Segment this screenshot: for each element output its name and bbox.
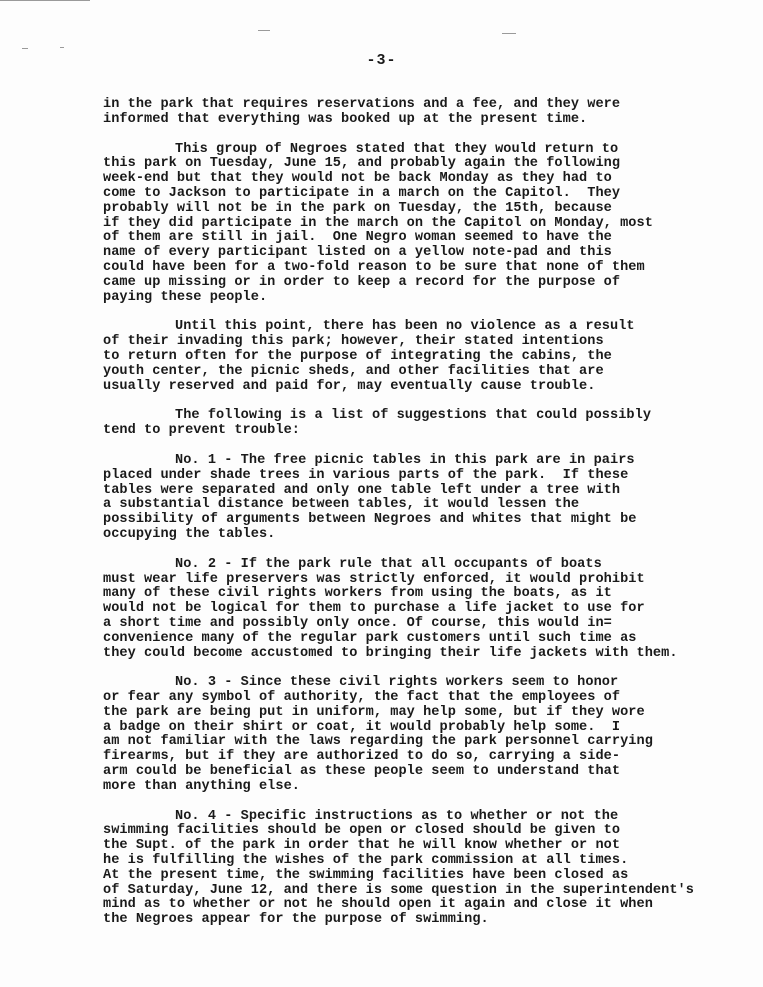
- text-line: a substantial distance between tables, it would lessen the: [103, 497, 580, 513]
- text-line: informed that everything was booked up at the present time.: [103, 111, 588, 127]
- text-line: firearms, but if they are authorized to do so, carrying a side-: [103, 749, 621, 765]
- text-line: of them are still in jail. One Negro woman seemed to have the: [103, 230, 612, 246]
- suggestion-2: [103, 558, 758, 662]
- suggestion-1: [103, 454, 758, 543]
- scan-mark-left-2: [60, 47, 64, 48]
- text-line: a badge on their shirt or coat, it would probably help some. I: [103, 719, 621, 735]
- text-line: could have been for a two-fold reason to be sure that none of them: [103, 259, 645, 275]
- text-line: tables were separated and only one table left under a tree with: [103, 482, 621, 498]
- text-line: placed under shade trees in various parts of the park. If these: [103, 467, 629, 483]
- page-number: -3-: [366, 52, 397, 69]
- scan-mark-top-right: [502, 33, 516, 34]
- body-text: [103, 98, 758, 943]
- text-line: they could become accustomed to bringing their life jackets with them.: [103, 645, 678, 661]
- text-line: youth center, the picnic sheds, and other facilities that are: [103, 363, 604, 379]
- text-line: if they did participate in the march on the Capitol on Monday, most: [103, 215, 653, 231]
- text-line: would not be logical for them to purchase a life jacket to use for: [103, 601, 645, 617]
- paragraph: [103, 98, 758, 128]
- suggestion-3: [103, 676, 758, 794]
- text-line: am not familiar with the laws regarding the park personnel carrying: [103, 734, 653, 750]
- text-line: the Supt. of the park in order that he will know whether or not: [103, 838, 621, 854]
- text-line: came up missing or in order to keep a record for the purpose of: [103, 274, 621, 290]
- text-line: possibility of arguments between Negroes and whites that might be: [103, 512, 637, 528]
- text-line: the park are being put in uniform, may help some, but if they wore: [103, 704, 645, 720]
- paragraph: [103, 409, 758, 439]
- paragraph: [103, 320, 758, 394]
- text-line: a short time and possibly only once. Of course, this would in=: [103, 615, 612, 631]
- scan-mark-top-left: [0, 0, 90, 1]
- text-line: Until this point, there has been no violence as a result: [175, 319, 635, 335]
- text-line: swimming facilities should be open or closed should be given to: [103, 823, 621, 839]
- text-line: usually reserved and paid for, may eventually cause trouble.: [103, 378, 596, 394]
- text-line: tend to prevent trouble:: [103, 423, 300, 439]
- text-line: week-end but that they would not be back Monday as they had to: [103, 171, 612, 187]
- text-line: convenience many of the regular park customers until such time as: [103, 630, 637, 646]
- text-line: At the present time, the swimming facilities have been closed as: [103, 867, 629, 883]
- text-line: in the park that requires reservations and a fee, and they were: [103, 97, 621, 112]
- text-line: or fear any symbol of authority, the fact that the employees of: [103, 690, 621, 706]
- text-line: come to Jackson to participate in a march on the Capitol. They: [103, 185, 621, 201]
- text-line: mind as to whether or not he should open it again and close it when: [103, 897, 653, 913]
- scan-mark-top-center: [258, 30, 270, 31]
- text-line: paying these people.: [103, 289, 268, 305]
- text-line: he is fulfilling the wishes of the park commission at all times.: [103, 853, 629, 869]
- text-line: No. 4 - Specific instructions as to whether or not the: [175, 808, 619, 824]
- text-line: more than anything else.: [103, 778, 300, 794]
- text-line: occupying the tables.: [103, 526, 276, 542]
- text-line: many of these civil rights workers from using the boats, as it: [103, 586, 612, 602]
- text-line: to return often for the purpose of integrating the cabins, the: [103, 348, 612, 364]
- text-line: This group of Negroes stated that they would return to: [175, 141, 619, 157]
- text-line: No. 2 - If the park rule that all occupants of boats: [175, 556, 602, 572]
- suggestion-4: [103, 810, 758, 928]
- text-line: The following is a list of suggestions that could possibly: [175, 408, 652, 424]
- text-line: arm could be beneficial as these people seem to understand that: [103, 764, 621, 780]
- text-line: the Negroes appear for the purpose of swimming.: [103, 912, 489, 928]
- text-line: of their invading this park; however, their stated intentions: [103, 334, 604, 350]
- text-line: probably will not be in the park on Tuesday, the 15th, because: [103, 200, 612, 216]
- text-line: No. 3 - Since these civil rights workers seem to honor: [175, 675, 619, 691]
- scan-mark-left-1: [22, 48, 28, 49]
- paragraph: [103, 143, 758, 306]
- text-line: this park on Tuesday, June 15, and probably again the following: [103, 156, 621, 172]
- text-line: of Saturday, June 12, and there is some question in the superintendent's: [103, 882, 694, 898]
- text-line: name of every participant listed on a yellow note-pad and this: [103, 245, 612, 261]
- text-line: No. 1 - The free picnic tables in this park are in pairs: [175, 452, 635, 468]
- text-line: must wear life preservers was strictly enforced, it would prohibit: [103, 571, 645, 587]
